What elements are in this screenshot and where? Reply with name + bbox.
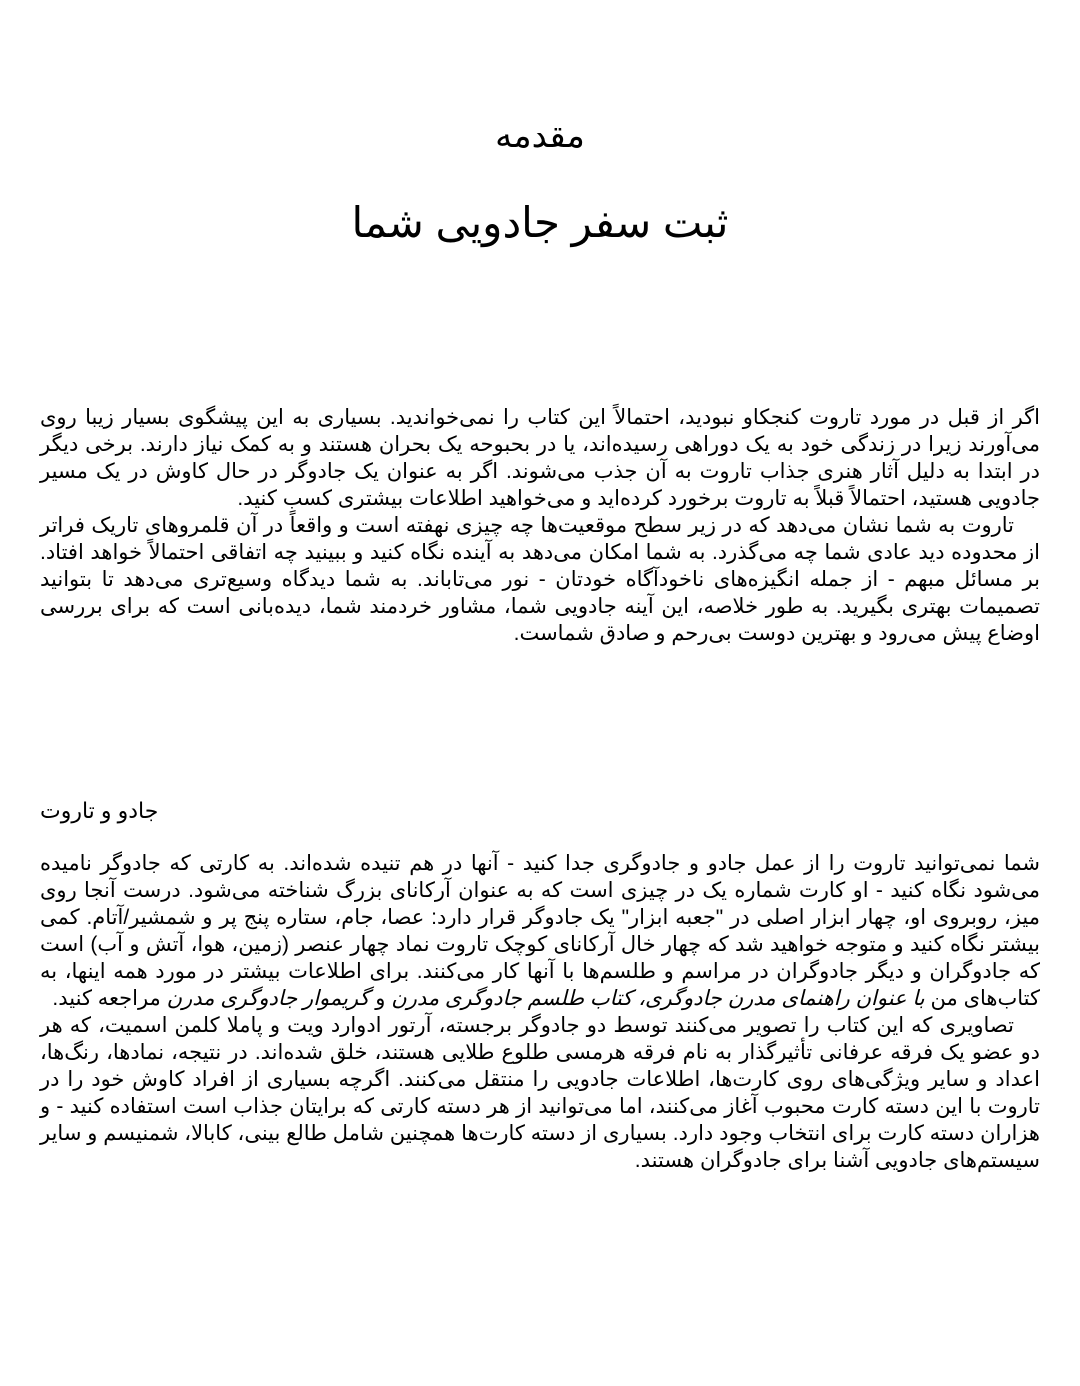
chapter-label: مقدمه xyxy=(495,117,585,155)
paragraph-text-end: مراجعه کنید. xyxy=(52,987,167,1010)
book-title-guide: با عنوان راهنمای مدرن جادوگری، xyxy=(638,987,925,1010)
section-paragraph-2: تصاویری که این کتاب را تصویر می‌کنند توسط دو جادوگر برجسته، آرتور ادوارد ویت و پاملا کلمن اسمیت، که هر دو عضو یک فرقه عرفانی تأثیرگذار به نام فرقه هرمسی طلوع طلایی هستند، خلق شده‌اند. در نتیجه، نمادها، رنگ‌ها، اعداد و سایر ویژگی‌های روی کارت‌ها، اطلاعات جادویی را منتقل می‌کنند. اگرچه بسیاری از افراد کاوش خود را در تاروت با این دسته کارت محبوب آغاز می‌کنند، اما می‌توانید از هر دسته کارتی که برایتان جذاب است استفاده کنید - و هزاران دسته کارت برای انتخاب وجود دارد. بسیاری از دسته کارت‌ها همچنین شامل طالع بینی، کابالا، شمنیسم و سایر سیستم‌های جادویی آشنا برای جادوگران هستند. xyxy=(40,1014,1041,1172)
intro-paragraph-2: تاروت به شما نشان می‌دهد که در زیر سطح موقعیت‌ها چه چیزی نهفته است و واقعاً در آن قلمروهای تاریک فراتر از محدوده دید عادی شما چه می‌گذرد. به شما امکان می‌دهد به آینده نگاه کنید و ببینید چه اتفاقی احتمالاً خواهد افتاد. بر مسائل مبهم - از جمله انگیزه‌های ناخودآگاه خودتان - نور می‌تاباند. به شما دیدگاه وسیع‌تری می‌دهد تا بتوانید تصمیمات بهتری بگیرید. به طور خلاصه، این آینه جادویی شما، مشاور خردمند شما، دیده‌بانی است که برای بررسی اوضاع پیش می‌رود و بهترین دوست بی‌رحم و صادق شماست. xyxy=(40,514,1040,645)
book-title-spellbook: کتاب طلسم جادوگری مدرن xyxy=(391,987,633,1010)
chapter-title: ثبت سفر جادویی شما xyxy=(351,199,729,246)
intro-section xyxy=(40,404,1040,647)
book-title-grimoire: گریموار جادوگری مدرن xyxy=(166,987,370,1010)
magic-tarot-section xyxy=(40,850,1040,1174)
section-paragraph-1 xyxy=(40,850,1040,1012)
section-heading: جادو و تاروت xyxy=(40,798,159,823)
intro-paragraph-1: اگر از قبل در مورد تاروت کنجکاو نبودید، احتمالاً این کتاب را نمی‌خواندید. بسیاری به این پیشگوی بسیار زیبا روی می‌آورند زیرا در زندگی خود به یک دوراهی رسیده‌اند، یا در بحبوحه یک بحران هستند و به کمک نیاز دارند. برخی دیگر در ابتدا به دلیل آثار هنری جذاب تاروت به آن جذب می‌شوند. اگر به عنوان یک جادوگر در حال کاوش در یک مسیر جادویی هستید، احتمالاً قبلاً به تاروت برخورد کرده‌اید و می‌خواهید اطلاعات بیشتری کسب کنید. xyxy=(40,406,1040,510)
paragraph-text: شما نمی‌توانید تاروت را از عمل جادو و جادوگری جدا کنید - آنها در هم تنیده شده‌اند. به کارتی که جادوگر نامیده می‌شود نگاه کنید - او کارت شماره یک در چیزی است که به عنوان آرکانای بزرگ شناخته می‌شود. درست آنجا روی میز، روبروی او، چهار ابزار اصلی در "جعبه ابزار" یک جادوگر قرار دارد: عصا، جام، ستاره پنج پر و شمشیر/آتام. کمی بیشتر نگاه کنید و متوجه خواهید شد که چهار خال آرکانای کوچک تاروت نماد چهار عنصر (زمین، هوا، آتش و آب) است که جادوگران و دیگر جادوگران در مراسم و طلسم‌ها با آنها کار می‌کنند. برای اطلاعات بیشتر در مورد همه اینها، به کتاب‌های من xyxy=(40,852,1040,1010)
conjunction-text: و xyxy=(369,987,392,1010)
